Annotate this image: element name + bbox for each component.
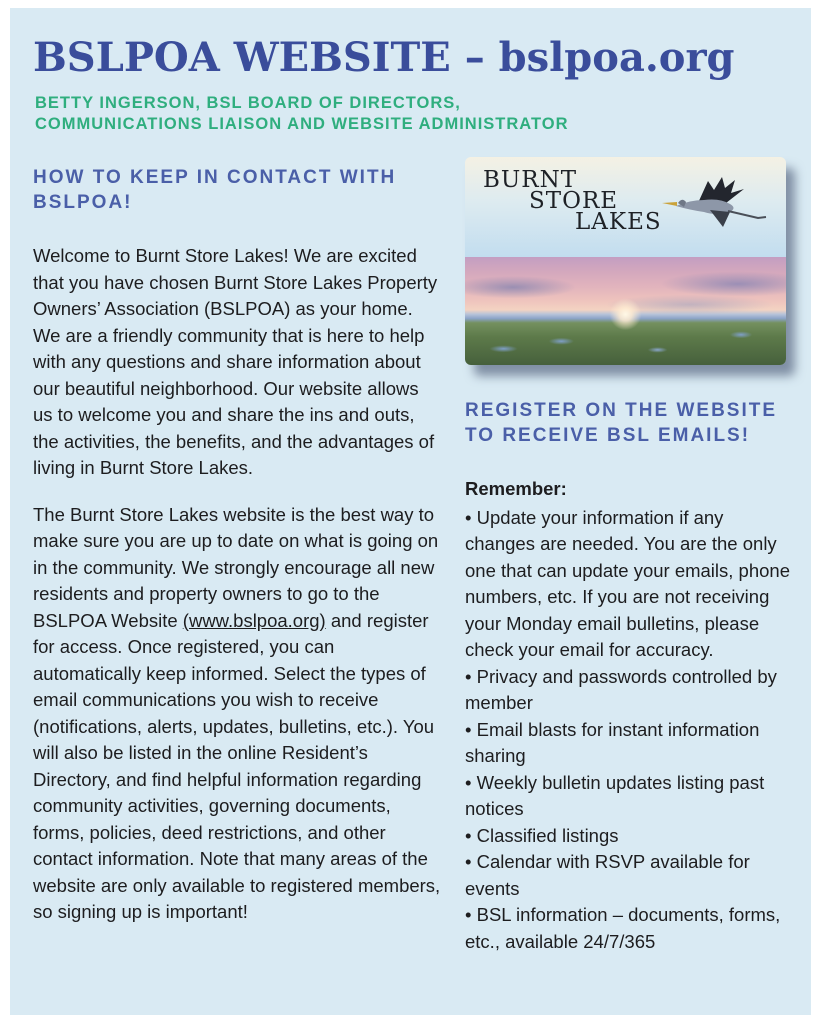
remember-label: Remember: [465,478,567,499]
logo-wordmark [483,167,662,235]
logo-word-store: STORE [529,188,619,214]
logo-word-lakes: LAKES [575,209,662,235]
byline [35,93,569,135]
page-title: BSLPOA WEBSITE – bslpoa.org [33,34,735,81]
hero-image [465,157,786,365]
bullet-email-blasts: • Email blasts for instant information sharing [465,717,797,770]
register-paragraph-after-link: and register for access. Once registered, you can automatically keep informed. Select the types of email communications you wish to receive (notifications, alerts, updates, bulletins, etc.). You will also be listed in the online Resident’s Directory, and find helpful information regarding community activities, governing documents, forms, policies, deed restrictions, and other contact information. Note that many areas of the website are only available to registered members, so signing up is important! [33,609,441,922]
right-column [465,398,797,955]
welcome-paragraph: Welcome to Burnt Store Lakes! We are excited that you have chosen Burnt Store Lakes Property Owners’ Association (BSLPOA) as your home. We are a friendly community that is here to help with any questions and share information about our beautiful neighborhood. Our website allows us to welcome you and share the ins and outs, the activities, the benefits, and the advantages of living in Burnt Store Lakes. [33,245,438,478]
register-paragraph-before-link: The Burnt Store Lakes website is the best way to make sure you are up to date on what is going on in the community. We strongly encourage all new residents and property owners to go to the BSLPOA Website [33,503,439,631]
right-section-heading: REGISTER ON THE WEBSITE TO RECEIVE BSL EMAILS! [465,400,778,446]
byline-line-2: COMMUNICATIONS LIAISON AND WEBSITE ADMINISTRATOR [35,115,569,133]
heron-icon [660,173,780,243]
byline-line-1: BETTY INGERSON, BSL BOARD OF DIRECTORS, [35,94,461,112]
register-paragraph [33,502,443,926]
bslpoa-website-link[interactable]: (www.bslpoa.org) [182,609,326,631]
logo-word-burnt: BURNT [483,167,578,193]
bullet-weekly-bulletin: • Weekly bulletin updates listing past notices [465,770,797,823]
benefits-bullet-list [465,505,797,956]
aerial-sunset-photo [465,257,786,365]
left-column [33,165,443,926]
bullet-update-information: • Update your information if any changes are needed. You are the only one that can update your emails, phone numbers, etc. If you are not receiving your Monday email bulletins, please check your email for accuracy. [465,505,797,664]
bullet-classified-listings: • Classified listings [465,823,797,850]
bullet-calendar-rsvp: • Calendar with RSVP available for events [465,849,797,902]
bullet-privacy-passwords: • Privacy and passwords controlled by member [465,664,797,717]
burnt-store-lakes-logo [465,157,786,257]
left-section-heading: HOW TO KEEP IN CONTACT WITH BSLPOA! [33,167,397,213]
bullet-bsl-information: • BSL information – documents, forms, etc., available 24/7/365 [465,902,797,955]
